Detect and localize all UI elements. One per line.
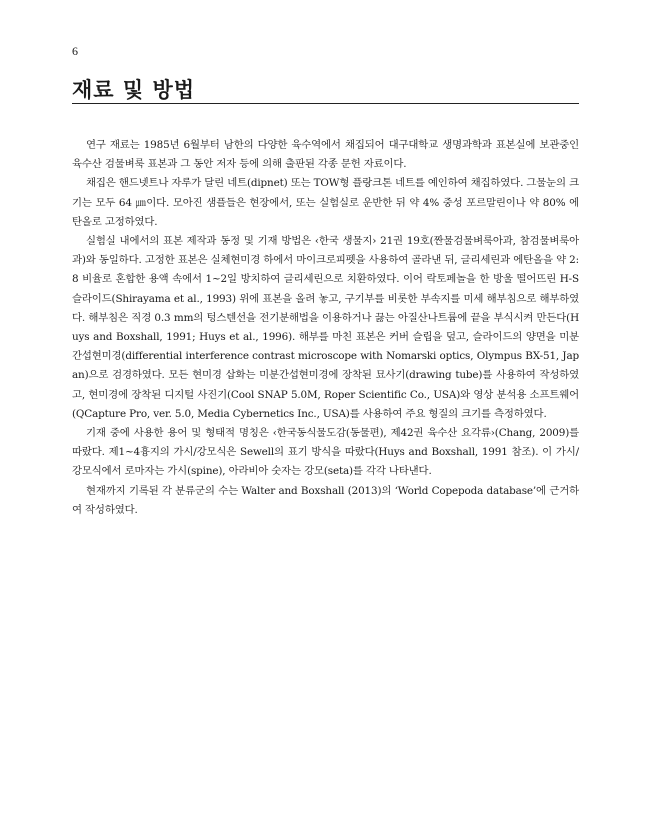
- paragraph-materials: 연구 재료는 1985년 6월부터 남한의 다양한 육수역에서 채집되어 대구대학교 생명과학과 표본실에 보관중인 육수산 검물벼룩 표본과 그 동안 저자 등에 의해 출판된 각종 문헌 자료이다.: [72, 139, 579, 171]
- paragraph-terminology: 기재 중에 사용한 용어 및 형태적 명칭은 ‹한국동식물도감(동물편), 제42권 육수산 요각류›(Chang, 2009)를 따랐다. 제1~4흉지의 가시/강모식은 Sewell의 표기 방식을 따랐다(Huys and Boxshall, 1991 참조). 이 가시/강모식에서 로마자는 가시(spine), 아라비아 숫자는 강모(seta)를 각각 나타낸다.: [72, 427, 579, 478]
- page-number: 6: [72, 44, 78, 58]
- paragraph-methods: 실험실 내에서의 표본 제작과 동정 및 기재 방법은 ‹한국 생물지› 21권 19호(짠물검물벼룩아과, 참검물벼룩아과)와 동일하다. 고정한 표본은 실체현미경 하에서 마이크로피펫을 사용하여 골라낸 뒤, 글리세린과 에탄올을 약 2:8 비율로 혼합한 용액 속에서 1~2일 방치하여 글리세린으로 치환하였다. 이어 락토페놀을 한 방울 떨어뜨린 H-S 슬라이드(Shirayama et al., 1993) 위에 표본을 올려 놓고, 구기부를 비롯한 부속지를 미세 해부침으로 해부하였다. 해부침은 직경 0.3 mm의 텅스텐선을 전기분해법을 이용하거나 끓는 아질산나트륨에 끝을 부식시켜 만든다(Huys and Boxshall, 1991; Huys et al., 1996). 해부를 마친 표본은 커버 슬립을 덮고, 슬라이드의 양면을 미분간섭현미경(differential interference contrast microscope with Nomarski optics, Olympus BX-51, Japan)으로 검경하였다. 모든 현미경 삽화는 미분간섭현미경에 장착된 묘사기(drawing tube)를 사용하여 작성하였고, 현미경에 장착된 디지털 사진기(Cool SNAP 5.0M, Roper Scientific Co., USA)와 영상 분석용 소프트웨어(QCapture Pro, ver. 5.0, Media Cybernetics Inc., USA)를 사용하여 주요 형질의 크기를 측정하였다.: [72, 235, 579, 420]
- heading-rule: [72, 103, 579, 104]
- body-text: [72, 136, 579, 520]
- paragraph-taxa-count: 현재까지 기록된 각 분류군의 수는 Walter and Boxshall (2013)의 ‘World Copepoda database’에 근거하여 작성하였다.: [72, 484, 579, 516]
- paragraph-sampling: 채집은 핸드넷트나 자루가 달린 네트(dipnet) 또는 TOW형 플랑크톤 네트를 예인하여 채집하였다. 그물눈의 크기는 모두 64 ㎛이다. 모아진 샘플들은 현장에서, 또는 실험실로 운반한 뒤 약 4% 중성 포르말린이나 약 80% 에탄올로 고정하였다.: [72, 177, 579, 228]
- section-heading: 재료 및 방법: [72, 78, 196, 102]
